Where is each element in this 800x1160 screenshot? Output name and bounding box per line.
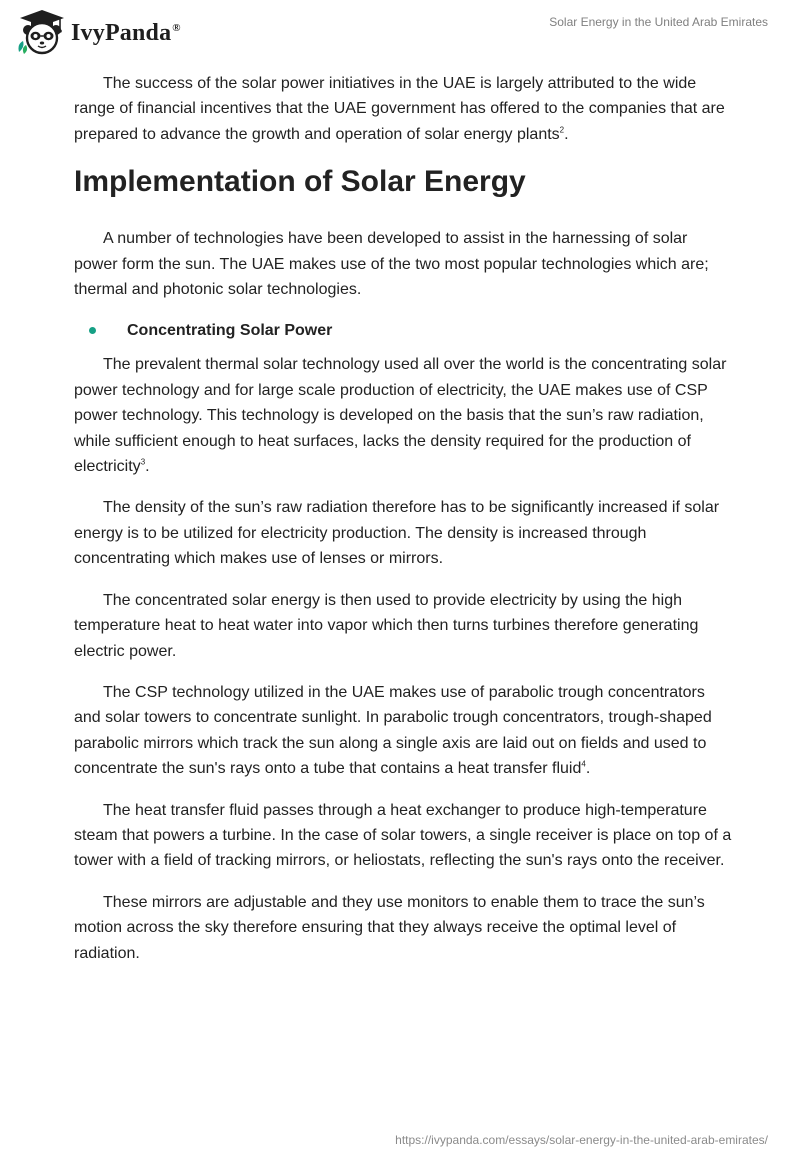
bullet-dot-icon: [89, 327, 96, 334]
panda-logo-icon: [16, 8, 68, 56]
paragraph: These mirrors are adjustable and they use monitors to enable them to trace the sun’s motion across the sky therefore ensuring that they always receive the optimal level of radiation.: [74, 893, 705, 962]
section-heading: Implementation of Solar Energy: [74, 165, 526, 199]
footnote-ref[interactable]: 3: [140, 457, 146, 467]
paragraph: A number of technologies have been developed to assist in the harnessing of solar power form the sun. The UAE makes use of the two most popular technologies which are; thermal and photonic solar technologies.: [74, 230, 709, 299]
site-logo[interactable]: [16, 8, 181, 56]
footnote-ref[interactable]: 4: [581, 759, 586, 769]
paragraph: The heat transfer fluid passes through a heat exchanger to produce high-temperature steam that powers a turbine. In the case of solar towers, a single receiver is place on top of a tower with a field of tracking mirrors, or heliostats, reflecting the sun's rays onto the receiver.: [74, 801, 732, 870]
paragraph: The density of the sun’s raw radiation therefore has to be significantly increased if solar energy is to be utilized for electricity production. The density is increased through concentrating which makes use of lenses or mirrors.: [74, 499, 720, 568]
paragraph: The CSP technology utilized in the UAE makes use of parabolic trough concentrators and solar towers to concentrate sunlight. In parabolic trough concentrators, trough-shaped parabolic mirrors which track the sun along a single axis are laid out on fields and used to concentrate the sun's rays onto a tube that contains a heat transfer fluid$^4$.: [74, 683, 712, 778]
brand-name: IvyPanda®: [71, 19, 181, 46]
bullet-label: Concentrating Solar Power: [127, 321, 333, 339]
bullet-item: [74, 318, 734, 343]
source-url-link[interactable]: https://ivypanda.com/essays/solar-energy-in-the-united-arab-emirates/: [395, 1133, 768, 1147]
paragraph: The prevalent thermal solar technology used all over the world is the concentrating solar power technology and for large scale production of electricity, the UAE makes use of CSP power technology. This technology is developed on the basis that the sun’s raw radiation, while sufficient enough to heat surfaces, lacks the density required for the production of electricity$^3$.: [74, 356, 727, 476]
paragraph: The concentrated solar energy is then used to provide electricity by using the high temperature heat to heat water into vapor which then turns turbines therefore generating electric power.: [74, 591, 699, 660]
footnote-ref[interactable]: 2: [559, 125, 565, 135]
essay-content: [74, 71, 734, 982]
document-title: Solar Energy in the United Arab Emirates: [549, 15, 768, 29]
paragraph: The success of the solar power initiatives in the UAE is largely attributed to the wide range of financial incentives that the UAE government has offered to the companies that are prepared to advance the growth and operation of solar energy plants$^2$.: [74, 75, 725, 143]
